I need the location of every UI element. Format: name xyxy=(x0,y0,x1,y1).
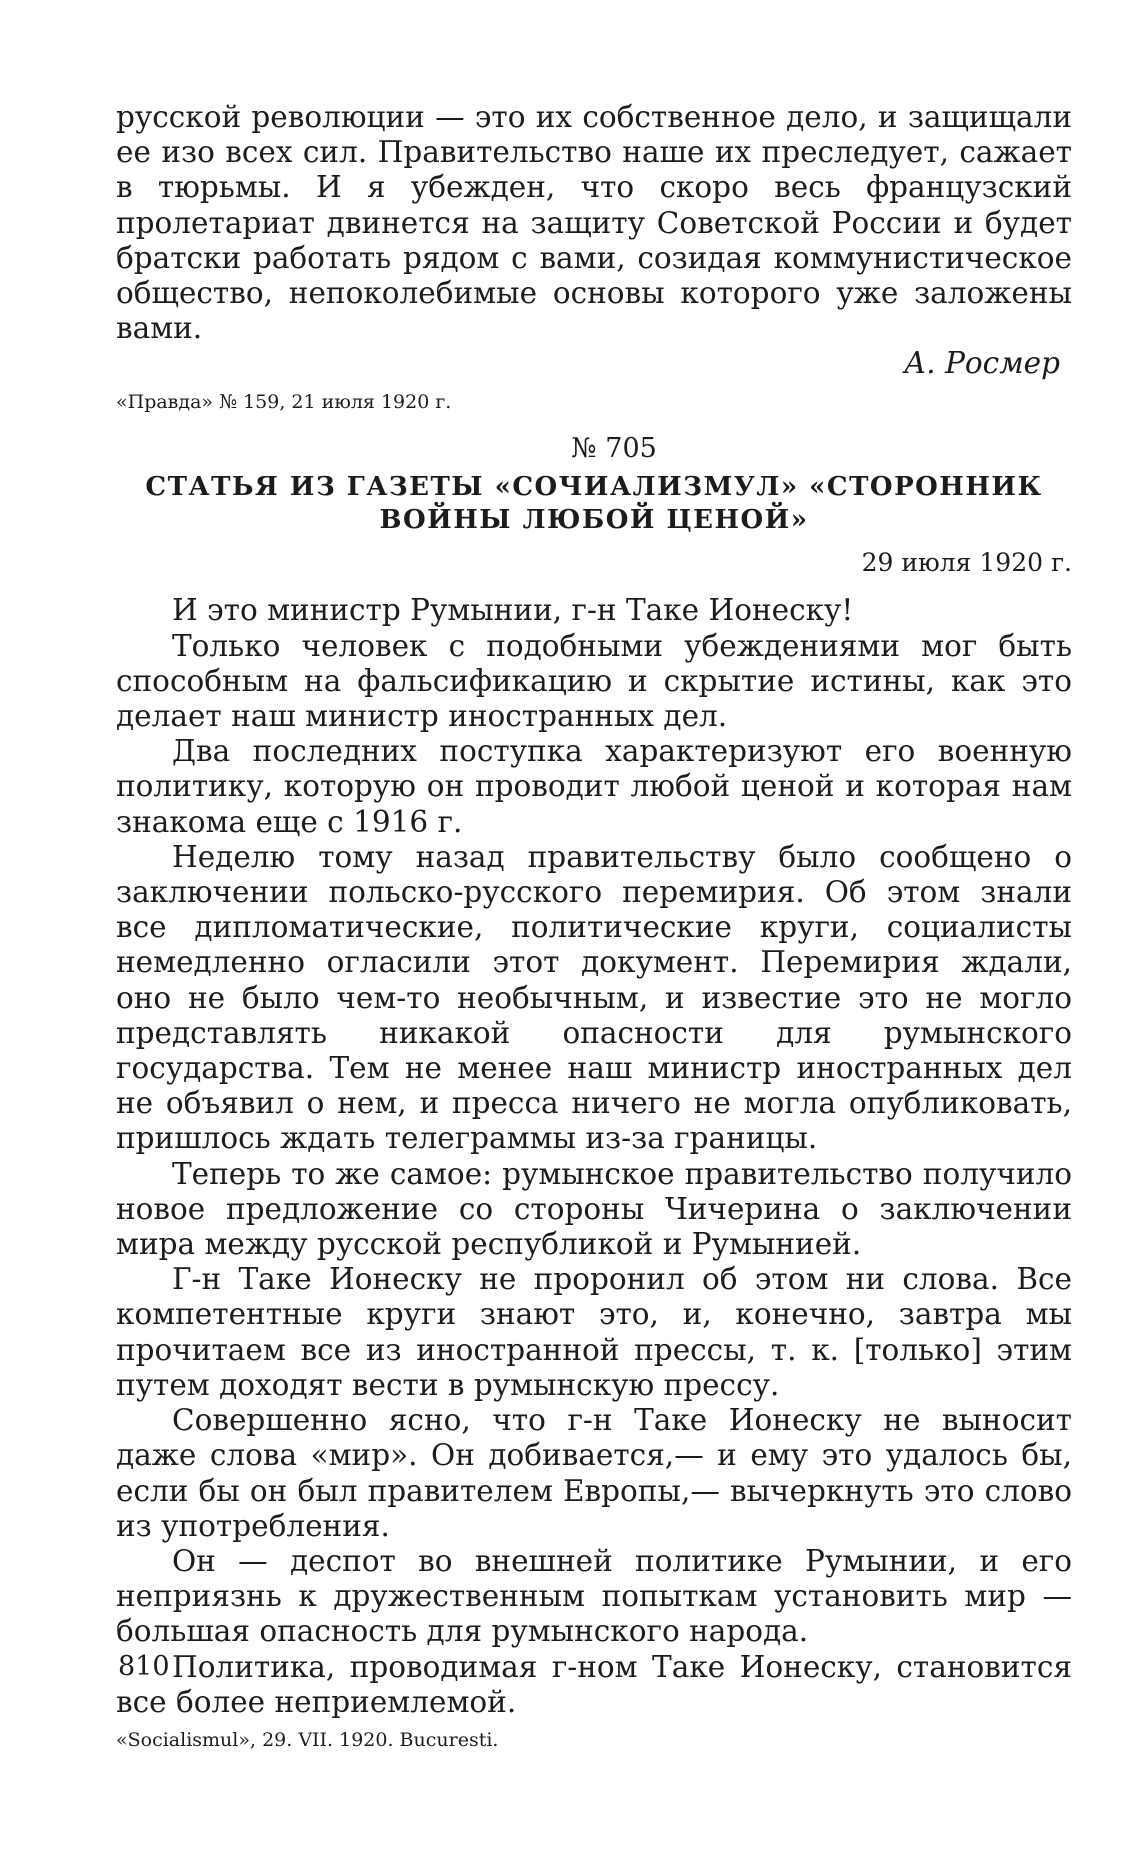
article-paragraph: Теперь то же самое: румынское правительство получило новое предложение со стороны Чичерина о заключении мира между русской республикой и Румынией. xyxy=(116,1156,1072,1262)
previous-document-paragraph: русской революции — это их собственное дело, и защищали ее изо всех сил. Правительство наше их преследует, сажает в тюрьмы. И я убежден, что скоро весь французский пролетариат двинется на защиту Советской России и будет братски работать рядом с вами, созидая коммунистическое общество, непоколебимые основы которого уже заложены вами. xyxy=(116,100,1072,346)
article-paragraph: Неделю тому назад правительству было сообщено о заключении польско-русского перемирия. Об этом знали все дипломатические, политические круги, социалисты немедленно огласили этот документ. Перемирия ждали, оно не было чем-то необычным, и известие это не могло представлять никакой опасности для румынского государства. Тем не менее наш министр иностранных дел не объявил о нем, и пресса ничего не могла опубликовать, пришлось ждать телеграммы из-за границы. xyxy=(116,839,1072,1156)
article-paragraph: Он — деспот во внешней политике Румынии, и его неприязнь к дружественным попыткам установить мир — большая опасность для румынского народа. xyxy=(116,1543,1072,1649)
article-source: «Socialismul», 29. VII. 1920. Bucuresti. xyxy=(116,1728,499,1751)
article-paragraph: Только человек с подобными убеждениями мог быть способным на фальсификацию и скрытие истины, как это делает наш министр иностранных дел. xyxy=(116,628,1072,734)
document-number: № 705 xyxy=(571,433,657,465)
page-number: 810 xyxy=(118,1651,170,1682)
signature: А. Росмер xyxy=(903,346,1060,381)
article-paragraph: И это министр Румынии, г-н Таке Ионеску! xyxy=(172,593,854,628)
article-paragraph: Совершенно ясно, что г-н Таке Ионеску не выносит даже слова «мир». Он добивается,— и ему это удалось бы, если бы он был правителем Европы,— вычеркнуть это слово из употребления. xyxy=(116,1403,1072,1543)
article-paragraph: Политика, проводимая г-ном Таке Ионеску, становится все более неприемлемой. xyxy=(116,1649,1072,1719)
document-title: СТАТЬЯ ИЗ ГАЗЕТЫ «СОЧИАЛИЗМУЛ» «СТОРОННИК ВОЙНЫ ЛЮБОЙ ЦЕНОЙ» xyxy=(145,472,1043,536)
previous-document-source: «Правда» № 159, 21 июля 1920 г. xyxy=(116,391,452,414)
article-paragraph: Два последних поступка характеризуют его военную политику, которую он проводит любой ценой и которая нам знакома еще с 1916 г. xyxy=(116,734,1072,839)
document-date: 29 июля 1920 г. xyxy=(861,548,1072,578)
page-body xyxy=(116,100,1072,1752)
article-paragraph: Г-н Таке Ионеску не проронил об этом ни слова. Все компетентные круги знают это, и, конечно, завтра мы прочитаем все из иностранной прессы, т. к. [только] этим путем доходят вести в румынскую прессу. xyxy=(116,1262,1072,1402)
